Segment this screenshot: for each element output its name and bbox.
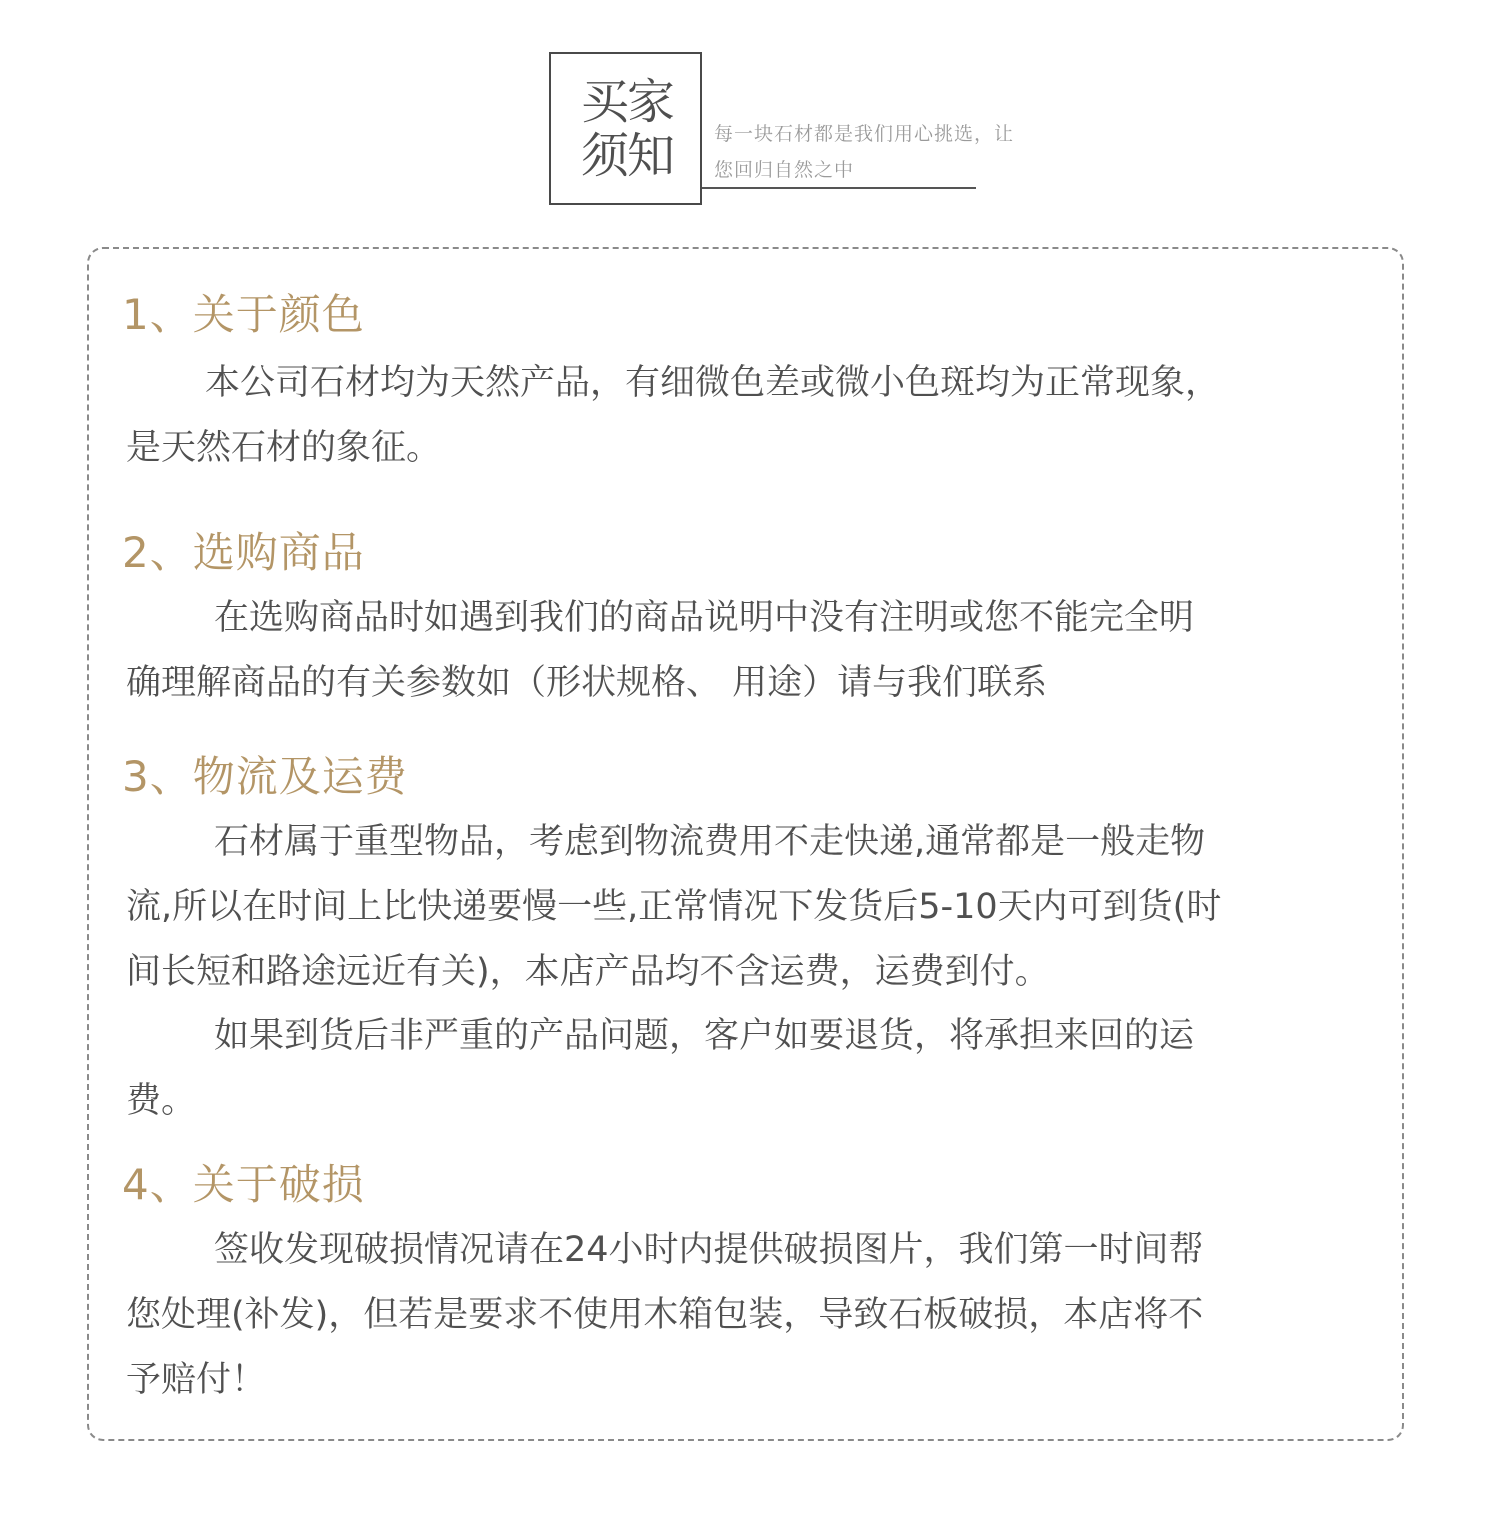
section-damage-text-line: 予赔付！ [126,1360,267,1400]
tagline-line1: 每一块石材都是我们用心挑选，让 [714,123,1015,145]
section-title-damage: 4、关于破损 [122,1160,365,1209]
section-title-shipping: 3、物流及运费 [122,752,408,801]
header-emblem [549,52,702,205]
section-shipping-text-line: 间长短和路途远近有关)，本店产品均不含运费，运费到付。 [126,952,1050,992]
section-shipping-text-line: 流,所以在时间上比快递要慢一些,正常情况下发货后5-10天内可到货(时 [126,887,1222,927]
section-title-color: 1、关于颜色 [122,290,365,339]
emblem-title-line2: 须知 [581,128,674,184]
section-color-text-line: 是天然石材的象征。 [126,428,442,468]
section-purchase-text-line: 在选购商品时如遇到我们的商品说明中没有注明或您不能完全明 [214,598,1195,638]
section-shipping-text-line: 费。 [126,1081,197,1121]
section-damage-text-line: 您处理(补发)，但若是要求不使用木箱包装，导致石板破损，本店将不 [126,1295,1204,1335]
section-color-text-line: 本公司石材均为天然产品，有细微色差或微小色斑均为正常现象， [205,363,1221,403]
section-shipping-text-line: 如果到货后非严重的产品问题，客户如要退货，将承担来回的运 [214,1016,1195,1056]
tagline-divider [702,187,976,189]
emblem-title-line1: 买家 [581,74,674,130]
section-shipping-text-line: 石材属于重型物品，考虑到物流费用不走快递,通常都是一般走物 [214,822,1206,862]
tagline-line2: 您回归自然之中 [714,159,855,181]
section-purchase-text-line: 确理解商品的有关参数如（形状规格、 用途）请与我们联系 [126,663,1048,703]
section-title-purchase: 2、选购商品 [122,528,365,577]
section-damage-text-line: 签收发现破损情况请在24小时内提供破损图片，我们第一时间帮 [214,1230,1204,1270]
